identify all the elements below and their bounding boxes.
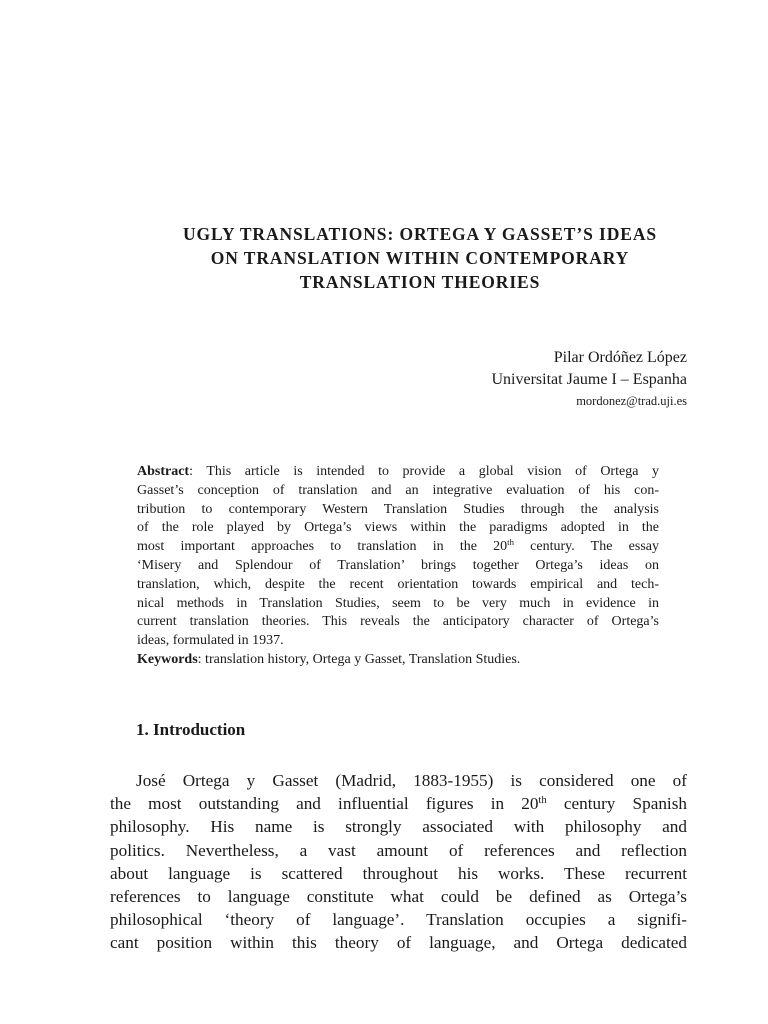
body-line: philosophy. His name is strongly associated with philosophy and: [110, 817, 687, 837]
superscript: th: [538, 795, 547, 807]
abstract: [137, 463, 659, 670]
abstract-label: Abstract: [137, 464, 190, 479]
author-affiliation: Universitat Jaume I – Espanha: [491, 371, 687, 388]
abstract-line: Abstract: This article is intended to provide a global vision of Ortega y: [137, 464, 659, 479]
abstract-line: of the role played by Ortega’s views within the paradigms adopted in the: [137, 520, 659, 536]
abstract-line: Gasset’s conception of translation and an integrative evaluation of his con-: [137, 482, 659, 498]
abstract-line: most important approaches to translation in the 20th century. The essay: [137, 537, 659, 555]
author-block: [492, 347, 688, 411]
title-line: ON TRANSLATION WITHIN CONTEMPORARY: [210, 248, 630, 268]
abstract-line: ‘Misery and Splendour of Translation’ brings together Ortega’s ideas on: [137, 557, 659, 573]
abstract-line: tribution to contemporary Western Translation Studies through the analysis: [137, 501, 659, 517]
keywords-text: : translation history, Ortega y Gasset, Translation Studies.: [197, 651, 521, 667]
abstract-line: nical methods in Translation Studies, seem to be very much in evidence in: [137, 595, 659, 611]
body-line: about language is scattered throughout his works. These recurrent: [110, 863, 687, 883]
keywords-line: [137, 651, 659, 670]
keywords-label: Keywords: [137, 651, 198, 667]
author-email[interactable]: mordonez@trad.uji.es: [576, 394, 687, 408]
superscript: th: [507, 537, 514, 548]
body-line: José Ortega y Gasset (Madrid, 1883-1955) is considered one of: [136, 771, 687, 790]
body-line: cant position within this theory of language, and Ortega dedicated: [110, 933, 687, 953]
abstract-line: ideas, formulated in 1937.: [137, 633, 284, 649]
body-line: politics. Nevertheless, a vast amount of references and reflection: [110, 840, 687, 860]
section-heading: 1. Introduction: [136, 720, 246, 739]
abstract-line: current translation theories. This reveals the anticipatory character of Ortega’s: [137, 614, 659, 630]
body-line: the most outstanding and influential figures in 20th century Spanish: [110, 794, 687, 814]
title-line: UGLY TRANSLATIONS: ORTEGA Y GASSET’S IDEAS: [182, 224, 657, 244]
abstract-line: translation, which, despite the recent orientation towards empirical and tech-: [137, 576, 659, 592]
body-line: philosophical ‘theory of language’. Translation occupies a signifi-: [110, 910, 687, 930]
body-paragraph: [110, 769, 687, 955]
paper-title: [110, 222, 730, 294]
body-line: references to language constitute what could be defined as Ortega’s: [110, 887, 687, 907]
title-line: TRANSLATION THEORIES: [299, 272, 541, 292]
author-name: Pilar Ordóñez López: [553, 349, 687, 366]
